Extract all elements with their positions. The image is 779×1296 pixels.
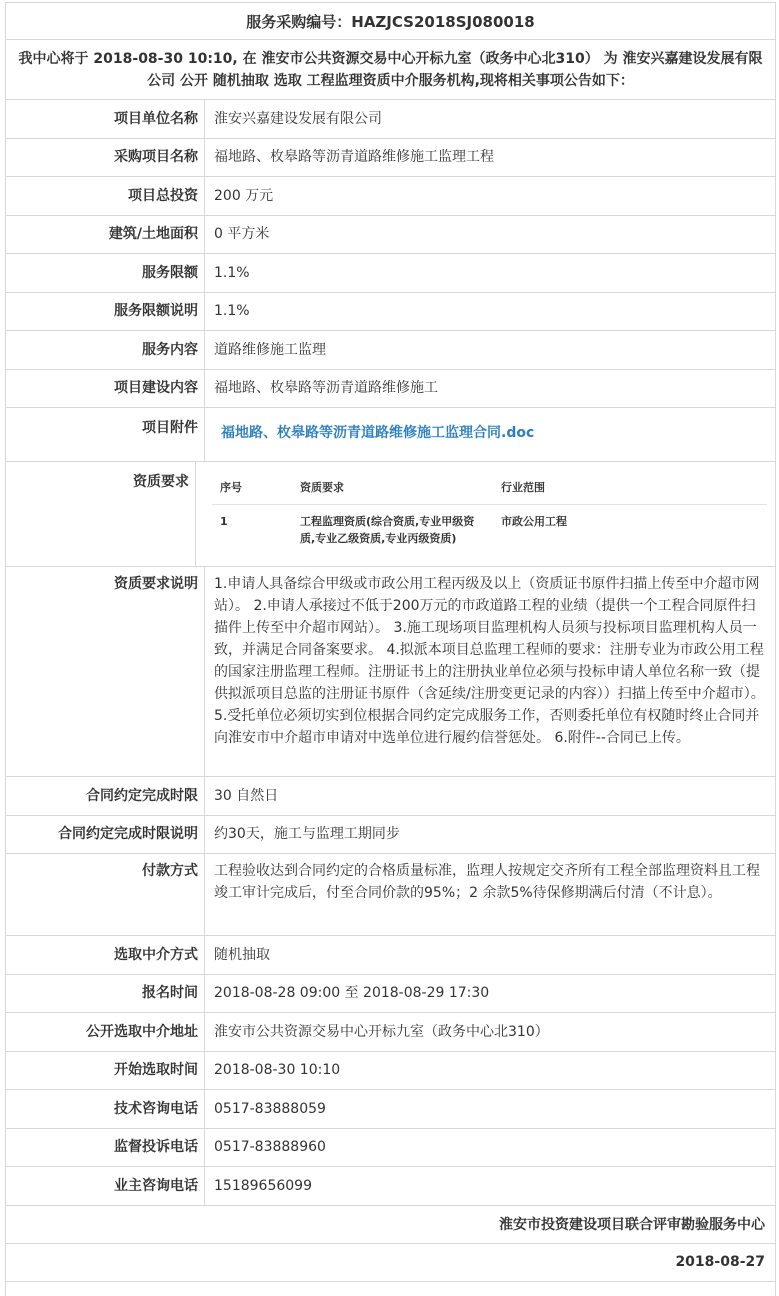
table-row — [212, 505, 767, 556]
field-value: 约30天，施工与监理工期同步 — [214, 826, 400, 843]
field-label: 项目总投资 — [6, 177, 205, 215]
field-label: 公开选取中介地址 — [6, 1013, 205, 1051]
field-value: 随机抽取 — [214, 946, 270, 963]
field-label: 技术咨询电话 — [6, 1090, 205, 1128]
notice-table — [5, 2, 776, 1296]
row-area — [6, 216, 775, 255]
row-project — [6, 139, 775, 178]
field-value: 15189656099 — [214, 1177, 312, 1194]
field-value: 福地路、枚皋路等沥青道路维修施工 — [214, 380, 438, 397]
row-signup — [6, 975, 775, 1014]
field-value: 1.1% — [214, 303, 250, 320]
footer-date: 2018-08-27 — [675, 1254, 765, 1270]
row-select-method — [6, 936, 775, 975]
field-label: 报名时间 — [6, 974, 205, 1012]
row-limit — [6, 254, 775, 293]
field-value: 1.1% — [214, 264, 250, 281]
row-deadline-desc — [6, 816, 775, 855]
field-value: 200 万元 — [214, 187, 274, 204]
field-value: 0 平方米 — [214, 226, 270, 243]
notice-header — [6, 2, 775, 40]
field-value: 工程验收达到合同约定的合格质量标准，监理人按规定交齐所有工程全部监理资料且工程竣工审计完成后，付至合同价款的95%；2 余款5%待保修期满后付清（不计息）。 — [214, 863, 760, 901]
procurement-number: 服务采购编号：HAZJCS2018SJ080018 — [246, 12, 535, 31]
row-qual-desc — [6, 567, 775, 777]
footer-org-row — [6, 1206, 775, 1244]
field-value: 福地路、枚皋路等沥青道路维修施工监理工程 — [214, 149, 494, 166]
field-value: 1.申请人具备综合甲级或市政公用工程丙级及以上（资质证书原件扫描上传至中介超市网站）。 2.申请人承接过不低于200万元的市政道路工程的业绩（提供一个工程合同原件扫描件上传至中介超市网站）。 3.施工现场项目监理机构人员须与投标项目监理机构人员一致，并满足合同备案要求。 4.拟派本项目总监理工程师的要求：注册专业为市政公用工程的国家注册监理工程师。注册证书上的注册执业单位必须与投标申请人单位名称一致（提供拟派项目总监的注册证书原件（含延续/注册变更记录的内容））扫描上传至中介超市）。 5.受托单位必须切实到位根据合同约定完成服务工作，否则委托单位有权随时终止合同并向淮安市中介超市申请对中选单位进行履约信誉惩处。 6.附件--合同已上传。 — [214, 576, 765, 746]
column-header: 资质要求 — [292, 470, 493, 505]
field-label: 项目单位名称 — [6, 100, 205, 138]
field-label: 项目建设内容 — [6, 369, 205, 407]
field-label: 合同约定完成时限说明 — [6, 815, 205, 853]
field-value: 0517-83888960 — [214, 1139, 326, 1156]
field-label: 开始选取时间 — [6, 1051, 205, 1089]
row-build-content — [6, 370, 775, 409]
field-value: 2018-08-28 09:00 至 2018-08-29 17:30 — [214, 985, 490, 1002]
qualification-table — [212, 470, 767, 555]
column-header: 序号 — [212, 470, 292, 505]
row-address — [6, 1013, 775, 1052]
field-label: 服务限额 — [6, 254, 205, 292]
field-value: 道路维修施工监理 — [214, 341, 326, 358]
row-limit-desc — [6, 293, 775, 332]
field-label: 付款方式 — [6, 854, 205, 935]
row-start-time — [6, 1052, 775, 1091]
row-tech-phone — [6, 1090, 775, 1129]
field-label: 建筑/土地面积 — [6, 215, 205, 253]
field-label: 采购项目名称 — [6, 138, 205, 176]
field-label: 监督投诉电话 — [6, 1128, 205, 1166]
field-value — [205, 408, 775, 461]
field-label: 服务限额说明 — [6, 292, 205, 330]
footer-org: 淮安市投资建设项目联合评审勘验服务中心 — [499, 1217, 765, 1233]
row-owner-phone — [6, 1167, 775, 1206]
attachment-link[interactable]: 福地路、枚皋路等沥青道路维修施工监理合同.doc — [221, 425, 535, 441]
column-header: 行业范围 — [493, 470, 767, 505]
row-investment — [6, 177, 775, 216]
table-cell: 市政公用工程 — [501, 515, 567, 528]
field-label: 项目附件 — [6, 408, 205, 461]
table-cell: 工程监理资质(综合资质,专业甲级资质,专业乙级资质,专业丙级资质) — [300, 515, 475, 545]
field-label: 合同约定完成时限 — [6, 777, 205, 815]
field-value: 30 自然日 — [214, 787, 279, 804]
field-label: 资质要求 — [6, 462, 196, 566]
row-attachment — [6, 408, 775, 462]
field-label: 资质要求说明 — [6, 567, 205, 776]
footer-date-row — [6, 1244, 775, 1282]
table-tail — [6, 1282, 775, 1296]
row-complaint-phone — [6, 1129, 775, 1168]
field-label: 业主咨询电话 — [6, 1167, 205, 1205]
row-unit — [6, 100, 775, 139]
row-content — [6, 331, 775, 370]
table-cell: 1 — [220, 515, 228, 528]
notice-intro — [6, 40, 775, 100]
field-value: 淮安兴嘉建设发展有限公司 — [214, 110, 382, 127]
table-header-row — [212, 470, 767, 505]
row-payment — [6, 854, 775, 936]
intro-text: 我中心将于 2018-08-30 10:10, 在 淮安市公共资源交易中心开标九室（政务中心北310） 为 淮安兴嘉建设发展有限公司 公开 随机抽取 选取 工程监理资质中介服务机构,现将相关事项公告如下： — [18, 51, 763, 89]
field-value — [196, 462, 775, 566]
field-value: 0517-83888059 — [214, 1100, 326, 1117]
field-value: 淮安市公共资源交易中心开标九室（政务中心北310） — [214, 1023, 549, 1040]
field-value: 2018-08-30 10:10 — [214, 1062, 341, 1079]
row-qualification — [6, 462, 775, 567]
row-deadline — [6, 777, 775, 816]
field-label: 服务内容 — [6, 331, 205, 369]
field-label: 选取中介方式 — [6, 936, 205, 974]
